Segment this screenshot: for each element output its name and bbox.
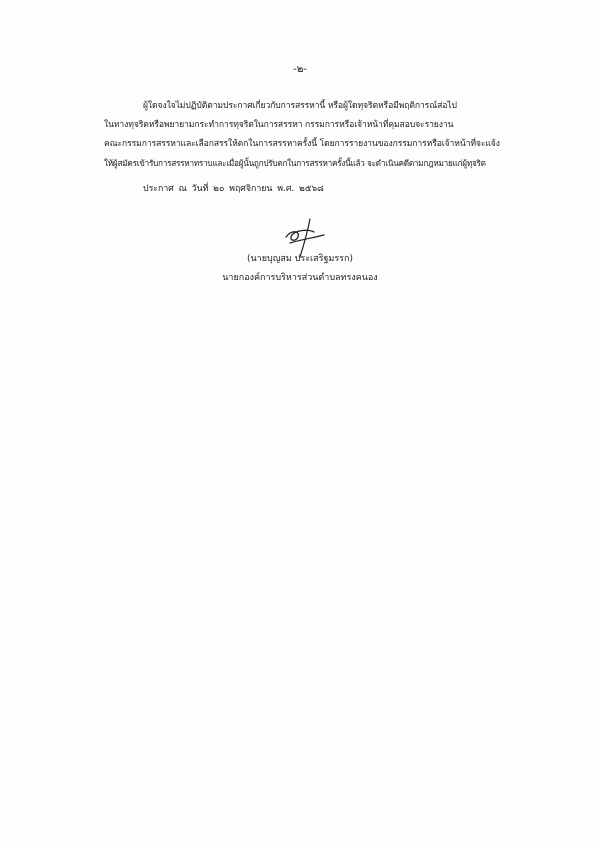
signer-position: นายกองค์การบริหารส่วนตำบลทรงคนอง — [222, 273, 378, 283]
page-number: -๒- — [293, 64, 307, 75]
body-line-4: ให้ผู้สมัครเข้ารับการสรรหาทราบและเมื่อผู้นั้นถูกปรับตกในการสรรหาครั้งนี้แล้ว จะดำเนินคดีตามกฎหมายแก่ผู้ทุจริต — [104, 158, 486, 168]
body-line-2: ในทางทุจริตหรือพยายามกระทำการทุจริตในการสรรหา กรรมการหรือเจ้าหน้าที่คุมสอบจะรายงาน — [104, 120, 454, 130]
body-line-1: ผู้ใดจงใจไม่ปฏิบัติตามประกาศเกี่ยวกับการสรรหานี้ หรือผู้ใดทุจริตหรือมีพฤติการณ์ส่อไป — [143, 101, 457, 111]
body-line-3: คณะกรรมการสรรหาและเลือกสรรให้ตกในการสรรหาครั้งนี้ โดยการรายงานของกรรมการหรือเจ้าหน้าที่จะแจ้ง — [104, 139, 500, 149]
signer-name: (นายบุญสม ประเสริฐมรรก) — [247, 254, 353, 264]
announcement-date: ประกาศ ณ วันที่ ๒๐ พฤศจิกายน พ.ศ. ๒๕๖๘ — [143, 184, 324, 194]
